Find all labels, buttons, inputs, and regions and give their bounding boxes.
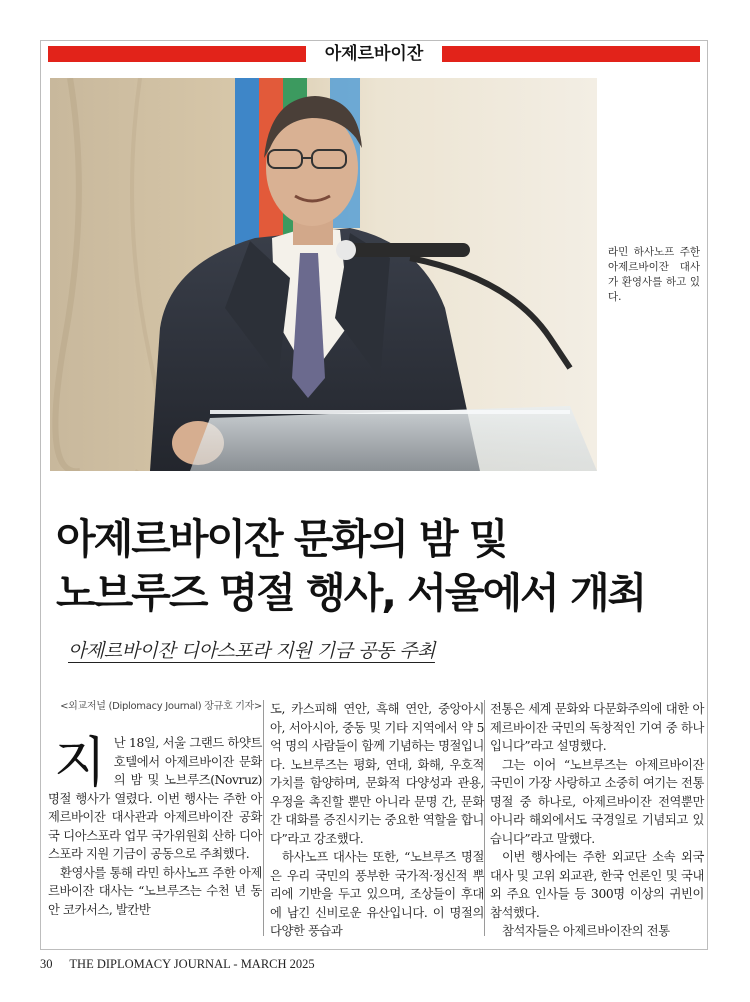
section-bar-right <box>442 46 700 62</box>
article-column-1 <box>48 700 262 919</box>
ambassador-speech-photo <box>50 78 597 471</box>
article-headline <box>56 512 696 620</box>
headline-line-2: 노브루즈 명절 행사, 서울에서 개최 <box>56 569 646 617</box>
paragraph-text: 난 18일, 서울 그랜드 하얏트 호텔에서 아제르바이잔 문화의 밤 및 노브루즈(Novruz) 명절 행사가 열렸다. 이번 행사는 주한 아제르바이잔 대사관과 아제르바이잔 공화국 디아스포라 업무 국가위원회 산하 디아스포라 지원 기금이 공동으로 주최했다. <box>48 736 262 861</box>
page-number: 30 <box>40 957 53 971</box>
paragraph <box>48 731 262 864</box>
section-bar-left <box>48 46 306 62</box>
paragraph: 환영사를 통해 라민 하사노프 주한 아제르바이잔 대사는 “노브루즈는 수천 년 동안 코카서스, 발칸반 <box>48 865 262 917</box>
photo-caption: 라민 하사노프 주한 아제르바이잔 대사가 환영사를 하고 있다. <box>608 246 700 303</box>
dropcap: 지 <box>54 731 106 794</box>
paragraph: 전통은 세계 문화와 다문화주의에 대한 아제르바이잔 국민의 독창적인 기여 중 하나입니다”라고 설명했다. <box>490 702 704 753</box>
column-divider <box>484 700 485 936</box>
article-column-3 <box>490 700 704 941</box>
section-label: 아제르바이잔 <box>324 44 424 64</box>
publication-name: THE DIPLOMACY JOURNAL - MARCH 2025 <box>69 957 315 971</box>
page-footer <box>40 957 315 972</box>
article-column-2 <box>270 700 484 941</box>
paragraph: 도, 카스피해 연안, 흑해 연안, 중앙아시아, 서아시아, 중동 및 기타 지역에서 약 5억 명의 사람들이 함께 기념하는 명절입니다. 노브루즈는 평화, 연대, 화해, 우호적 가치를 함양하며, 문화적 다양성과 관용, 우정을 촉진할 뿐만 아니라 문명 간, 문화 간 대화를 증진시키는 중요한 역할을 합니다”라고 강조했다. <box>270 702 484 846</box>
column-divider <box>263 700 264 936</box>
paragraph: 참석자들은 아제르바이잔의 전통 <box>502 924 670 938</box>
paragraph: 하사노프 대사는 또한, “노브루즈 명절은 우리 국민의 풍부한 국가적·정신적 뿌리에 기반을 두고 있으며, 조상들이 후대에 남긴 신비로운 유산입니다. 이 명절의 다양한 풍습과 <box>270 850 484 938</box>
paragraph: 이번 행사에는 주한 외교단 소속 외국 대사 및 고위 외교관, 한국 언론인 및 국내외 주요 인사들 등 300명 이상의 귀빈이 참석했다. <box>490 850 704 920</box>
paragraph: 그는 이어 “노브루즈는 아제르바이잔 국민이 가장 사랑하고 소중히 여기는 전통 명절 중 하나로, 아제르바이잔 전역뿐만 아니라 해외에서도 국경일로 기념되고 있습니다”라고 말했다. <box>490 757 704 846</box>
article-photo <box>50 78 597 471</box>
article-subhead: 아제르바이잔 디아스포라 지원 기금 공동 주최 <box>68 640 435 662</box>
byline: <외교저널 (Diplomacy Journal) 장규호 기자> <box>60 701 262 712</box>
headline-line-1: 아제르바이잔 문화의 밤 및 <box>56 515 507 563</box>
